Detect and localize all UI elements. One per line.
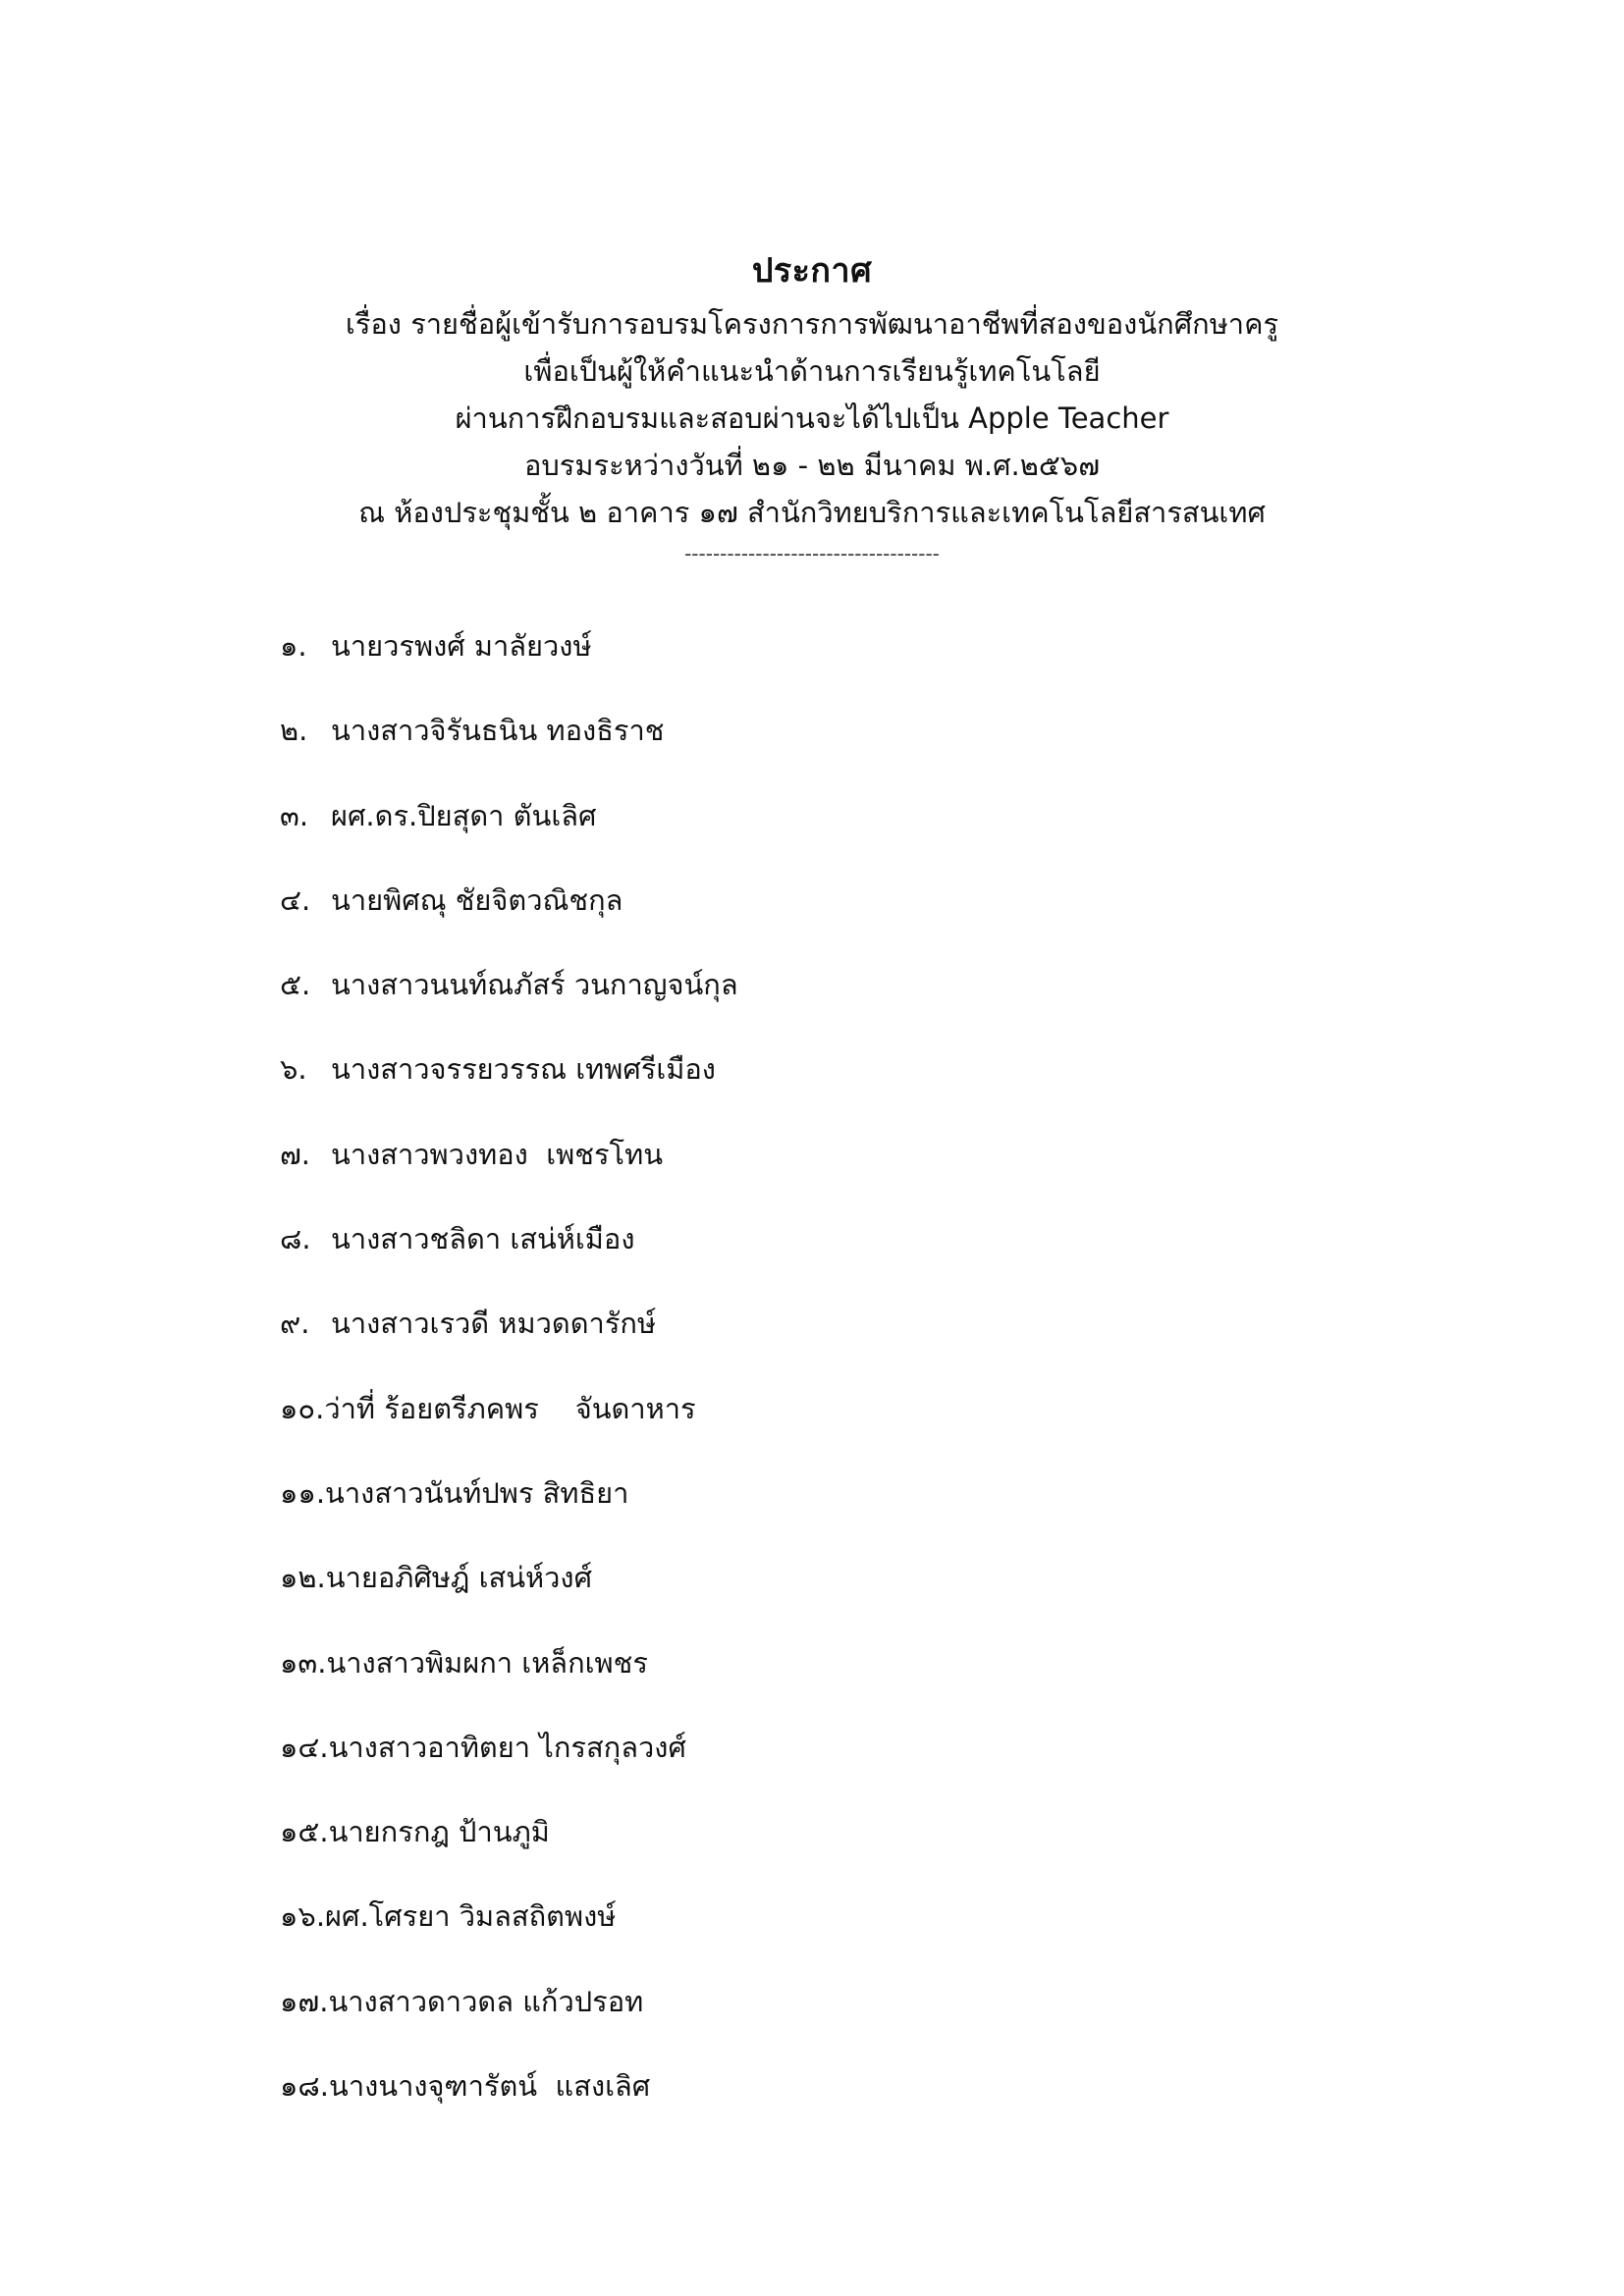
announcement-header — [0, 245, 1624, 571]
item-number: ๑๒. — [280, 1561, 326, 1595]
item-number: ๘. — [280, 1222, 311, 1256]
item-number: ๑๔. — [280, 1730, 329, 1764]
participant-name: นางสาวดาวดล แก้วปรอท — [328, 1984, 644, 2018]
list-item — [280, 1473, 1458, 1558]
participant-name: นางสาวนนท์ณภัสร์ วนกาญจน์กุล — [331, 968, 738, 1002]
list-item — [280, 1219, 1458, 1304]
item-number: ๑๘. — [280, 2069, 329, 2104]
date-line: อบรมระหว่างวันที่ ๒๑ - ๒๒ มีนาคม พ.ศ.๒๕๖๗ — [523, 449, 1101, 482]
list-item — [280, 1643, 1458, 1728]
item-number: ๕. — [280, 968, 311, 1002]
list-item — [280, 1304, 1458, 1388]
participant-list — [280, 626, 1458, 2151]
list-item — [280, 711, 1458, 795]
announcement-title: ประกาศ — [751, 251, 873, 291]
item-number: ๑. — [280, 629, 307, 663]
list-item — [280, 626, 1458, 711]
participant-name: นางสาวจรรยวรรณ เทพศรีเมือง — [331, 1052, 716, 1087]
item-number: ๑๗. — [280, 1984, 329, 2018]
item-number: ๔. — [280, 882, 311, 917]
participant-name: ผศ.ดร.ปิยสุดา ตันเลิศ — [331, 798, 597, 832]
outcome-line: ผ่านการฝึกอบรมและสอบผ่านจะได้ไปเป็น Apple Teacher — [455, 401, 1169, 435]
list-item — [280, 1135, 1458, 1219]
header-divider: ------------------------------------ — [684, 542, 940, 565]
list-item — [280, 881, 1458, 965]
item-number: ๑๓. — [280, 1645, 327, 1680]
item-number: ๑๐. — [280, 1391, 325, 1425]
list-item — [280, 1728, 1458, 1812]
participant-name: นางสาวนันท์ปพร สิทธิยา — [325, 1475, 629, 1510]
participant-name: นางสาวพวงทอง เพชรโทน — [331, 1137, 664, 1171]
list-item — [280, 796, 1458, 881]
participant-name: นางนางจุฑารัตน์ แสงเลิศ — [329, 2069, 651, 2104]
participant-name: นายอภิศิษฎ์ เสน่ห์วงศ์ — [325, 1561, 593, 1595]
venue-line: ณ ห้องประชุมชั้น ๒ อาคาร ๑๗ สำนักวิทยบริการและเทคโนโลยีสารสนเทศ — [358, 496, 1266, 529]
participant-name: นางสาวจิรันธนิน ทองธิราช — [331, 714, 665, 748]
participant-name: นางสาวอาทิตยา ไกรสกุลวงศ์ — [328, 1730, 686, 1764]
participant-name: ว่าที่ ร้อยตรีภคพร จันดาหาร — [324, 1391, 696, 1425]
item-number: ๗. — [280, 1137, 311, 1171]
participant-name: นางสาวเรวดี หมวดดารักษ์ — [331, 1307, 657, 1341]
list-item — [280, 1389, 1458, 1473]
item-number: ๒. — [280, 714, 308, 748]
list-item — [280, 1982, 1458, 2066]
participant-name: นางสาวพิมผกา เหล็กเพชร — [326, 1645, 648, 1680]
item-number: ๖. — [280, 1052, 307, 1087]
list-item — [280, 2066, 1458, 2151]
purpose-line: เพื่อเป็นผู้ให้คำแนะนำด้านการเรียนรู้เทคโนโลยี — [523, 354, 1101, 388]
participant-name: นายพิศณุ ชัยจิตวณิชกุล — [331, 882, 623, 917]
item-number: ๓. — [280, 798, 309, 832]
list-item — [280, 1812, 1458, 1896]
subject-line: เรื่อง รายชื่อผู้เข้ารับการอบรมโครงการการพัฒนาอาชีพที่สองของนักศึกษาครู — [345, 307, 1279, 341]
list-item — [280, 1896, 1458, 1981]
item-number: ๑๑. — [280, 1475, 326, 1510]
list-item — [280, 1558, 1458, 1642]
participant-name: ผศ.โศรยา วิมลสถิตพงษ์ — [325, 1899, 617, 1934]
participant-name: นางสาวชลิดา เสน่ห์เมือง — [331, 1222, 635, 1256]
list-item — [280, 965, 1458, 1049]
participant-name: นายกรกฎ ป้านภูมิ — [328, 1815, 550, 1849]
participant-name: นายวรพงศ์ มาลัยวงษ์ — [331, 629, 592, 663]
item-number: ๑๖. — [280, 1899, 326, 1934]
item-number: ๙. — [280, 1307, 310, 1341]
item-number: ๑๕. — [280, 1815, 329, 1849]
list-item — [280, 1049, 1458, 1134]
